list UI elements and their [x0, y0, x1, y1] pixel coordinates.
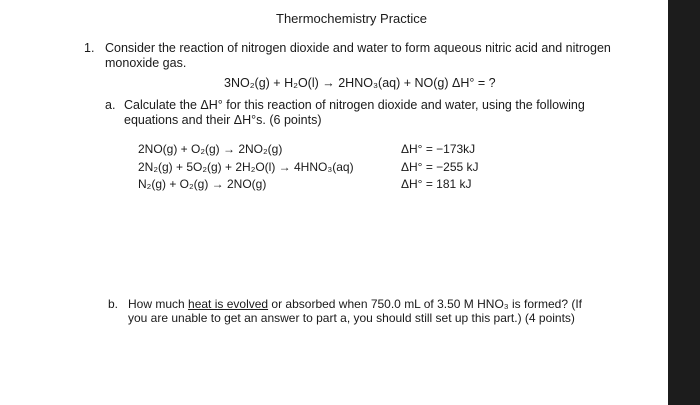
part-b-underlined-phrase: heat is evolved [188, 297, 269, 311]
question-text [105, 41, 625, 71]
part-a-text [124, 98, 624, 128]
reaction-1-enthalpy: ΔH° = −173kJ [401, 142, 476, 156]
part-a-label: a. [105, 98, 116, 112]
page-title: Thermochemistry Practice [276, 11, 427, 26]
part-a-text-line-2: equations and their ΔH°s. (6 points) [124, 113, 322, 127]
reaction-3-equation: N₂(g) + O₂(g) → 2NO(g) [138, 177, 267, 191]
reaction-3-enthalpy: ΔH° = 181 kJ [401, 177, 472, 191]
part-b-text-pre: How much [128, 297, 189, 311]
reaction-1-equation: 2NO(g) + O₂(g) → 2NO₂(g) [138, 142, 283, 156]
part-b-text-line-2: you are unable to get an answer to part a, you should still set up this part.) (4 points) [128, 311, 575, 325]
reaction-2-enthalpy: ΔH° = −255 kJ [401, 160, 479, 174]
reaction-2-equation: 2N₂(g) + 5O₂(g) + 2H₂O(l) → 4HNO₃(aq) [138, 160, 354, 174]
part-a-text-line-1: Calculate the ΔH° for this reaction of nitrogen dioxide and water, using the following [124, 98, 585, 112]
question-number: 1. [84, 41, 95, 55]
question-text-line-2: monoxide gas. [105, 56, 187, 70]
dark-screen-edge [668, 0, 700, 405]
part-b-text-line-1 [128, 297, 608, 311]
question-text-line-1: Consider the reaction of nitrogen dioxide and water to form aqueous nitric acid and nitrogen [105, 41, 611, 55]
part-b-label: b. [108, 297, 119, 311]
main-equation: 3NO₂(g) + H₂O(l) → 2HNO₃(aq) + NO(g) ΔH° = ? [224, 76, 496, 90]
part-b-text [128, 297, 608, 325]
part-b-text-post: or absorbed when 750.0 mL of 3.50 M HNO₃ is formed? (If [268, 297, 583, 311]
